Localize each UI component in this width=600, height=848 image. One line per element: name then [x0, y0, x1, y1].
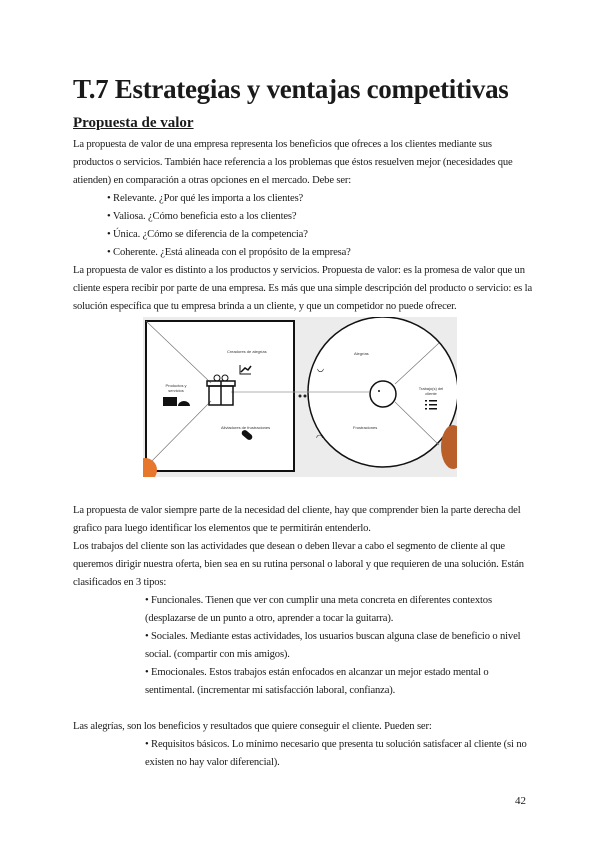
paragraph: Los trabajos del cliente son las actividades que desean o deben llevar a cabo el segmento de cliente al que queremos dirigir nuestra oferta, bien sea en su rutina personal o laboral y que requieren de una solución. Están clasificados en 3 tipos: [73, 541, 524, 588]
value-proposition-canvas-figure [143, 317, 457, 477]
list-item: • Emocionales. Estos trabajos están enfocados en alcanzar un mejor estado mental o sentimental. (incrementar mi satisfacción laboral, confianza). [145, 667, 489, 696]
paragraph: Las alegrías, son los beneficios y resultados que quiere conseguir el cliente. Pueden ser: [73, 721, 432, 732]
label-products: Productos y servicios [165, 383, 187, 393]
page-title: T.7 Estrategias y ventajas competitivas [73, 74, 509, 104]
list-item: • Relevante. ¿Por qué les importa a los clientes? [107, 193, 304, 204]
page-number: 42 [515, 795, 526, 807]
intro-block [73, 136, 533, 316]
list-icon [425, 400, 437, 410]
label-gain-creators: Creadores de alegrías [227, 349, 267, 354]
list-item: • Coherente. ¿Está alineada con el propósito de la empresa? [107, 247, 351, 258]
list-item: • Requisitos básicos. Lo mínimo necesario que presenta tu solución satisfacer al cliente (si no existen no hay valor diferencial). [145, 739, 527, 768]
section-heading: Propuesta de valor [73, 115, 194, 131]
label-gains: Alegrías [354, 351, 369, 356]
label-pains: Frustraciones [353, 425, 378, 430]
body-block [73, 502, 533, 772]
smile-icon: ◡ [317, 364, 324, 373]
paragraph: La propuesta de valor siempre parte de la necesidad del cliente, hay que comprender bien la parte derecha del grafico para luego identificar los elementos que te permitirán entenderlo. [73, 505, 521, 534]
list-item: • Sociales. Mediante estas actividades, los usuarios buscan alguna clase de beneficio o nivel social. (compartir con mis amigos). [145, 631, 521, 660]
intro-paragraph: La propuesta de valor de una empresa representa los beneficios que ofreces a los clientes mediante sus productos o servicios. También hace referencia a los problemas que éstos resuelven mejor (necesidades que atienden) en comparación a otras opciones en el mercado. Debe ser: [73, 139, 513, 186]
face-icon [370, 381, 396, 407]
label-pain-relievers: Aliviadores de frustraciones [221, 425, 271, 430]
label-jobs: Trabajo(s) del cliente [418, 386, 444, 396]
list-item: • Única. ¿Cómo se diferencia de la competencia? [107, 229, 308, 240]
frown-icon: ◠ [316, 433, 323, 442]
definition-paragraph: La propuesta de valor es distinto a los productos y servicios. Propuesta de valor: es la promesa de valor que un cliente espera recibir por parte de una empresa. Es más que una simple descripción del producto o servicio: es la solución específica que tu empresa brinda a un cliente, y que un competidor no puede ofrecer. [73, 265, 533, 312]
list-item: • Valiosa. ¿Cómo beneficia esto a los clientes? [107, 211, 297, 222]
list-item: • Funcionales. Tienen que ver con cumplir una meta concreta en diferentes contextos (desplazarse de un punto a otro, aprender a tocar la guitarra). [145, 595, 492, 624]
